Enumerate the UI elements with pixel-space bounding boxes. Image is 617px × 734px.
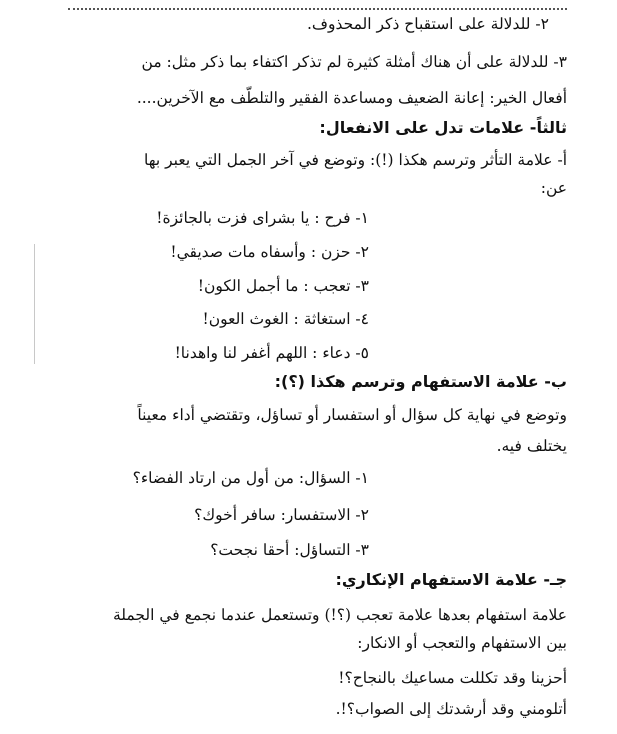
example-wondering: ٣- التساؤل: أحقا نجحت؟ bbox=[210, 541, 369, 559]
example-rhetorical-1: أحزينا وقد تكللت مساعيك بالنجاح؟! bbox=[338, 669, 567, 687]
example-wonder: ٣- تعجب : ما أجمل الكون! bbox=[197, 277, 369, 295]
list-item-3-continuation: أفعال الخير: إعانة الضعيف ومساعدة الفقير والتلطّف مع الآخرين.... bbox=[136, 89, 567, 107]
example-rhetorical-2: أتلومني وقد أرشدتك إلى الصواب؟!. bbox=[335, 700, 567, 718]
top-dotted-rule bbox=[68, 8, 567, 10]
list-item-3-purpose: ٣- للدلالة على أن هناك أمثلة كثيرة لم تذكر اكتفاء بما ذكر مثل: من bbox=[141, 53, 567, 71]
subsection-b-heading: ب- علامة الاستفهام وترسم هكذا (؟): bbox=[274, 372, 567, 391]
example-prayer: ٥- دعاء : اللهم أغفر لنا واهدنا! bbox=[174, 344, 369, 362]
subsection-a-intro-continuation: عن: bbox=[540, 179, 567, 197]
subsection-a-intro: أ- علامة التأثر وترسم هكذا (!): وتوضع في آخر الجمل التي يعبر بها bbox=[144, 151, 567, 169]
margin-mark bbox=[34, 244, 35, 364]
subsection-b-intro-continuation: يختلف فيه. bbox=[496, 437, 567, 455]
subsection-c-heading: جـ- علامة الاستفهام الإنكاري: bbox=[335, 570, 567, 589]
subsection-b-intro: وتوضع في نهاية كل سؤال أو استفسار أو تساؤل، وتقتضي أداء معيناً bbox=[137, 406, 567, 424]
example-question: ١- السؤال: من أول من ارتاد الفضاء؟ bbox=[132, 469, 369, 487]
list-item-2-purpose: ٢- للدلالة على استقباح ذكر المحذوف. bbox=[306, 15, 549, 33]
subsection-c-intro: علامة استفهام بعدها علامة تعجب (؟!) وتستعمل عندما نجمع في الجملة bbox=[112, 606, 567, 624]
section-heading-emotion: ثالثاً- علامات تدل على الانفعال: bbox=[319, 118, 567, 137]
example-sadness: ٢- حزن : وأسفاه مات صديقي! bbox=[170, 243, 369, 261]
subsection-c-intro-continuation: بين الاستفهام والتعجب أو الانكار: bbox=[357, 634, 567, 652]
example-inquiry: ٢- الاستفسار: سافر أخوك؟ bbox=[194, 506, 369, 524]
example-joy: ١- فرح : يا بشراى فزت بالجائزة! bbox=[156, 209, 369, 227]
example-distress: ٤- استغاثة : الغوث العون! bbox=[202, 310, 369, 328]
